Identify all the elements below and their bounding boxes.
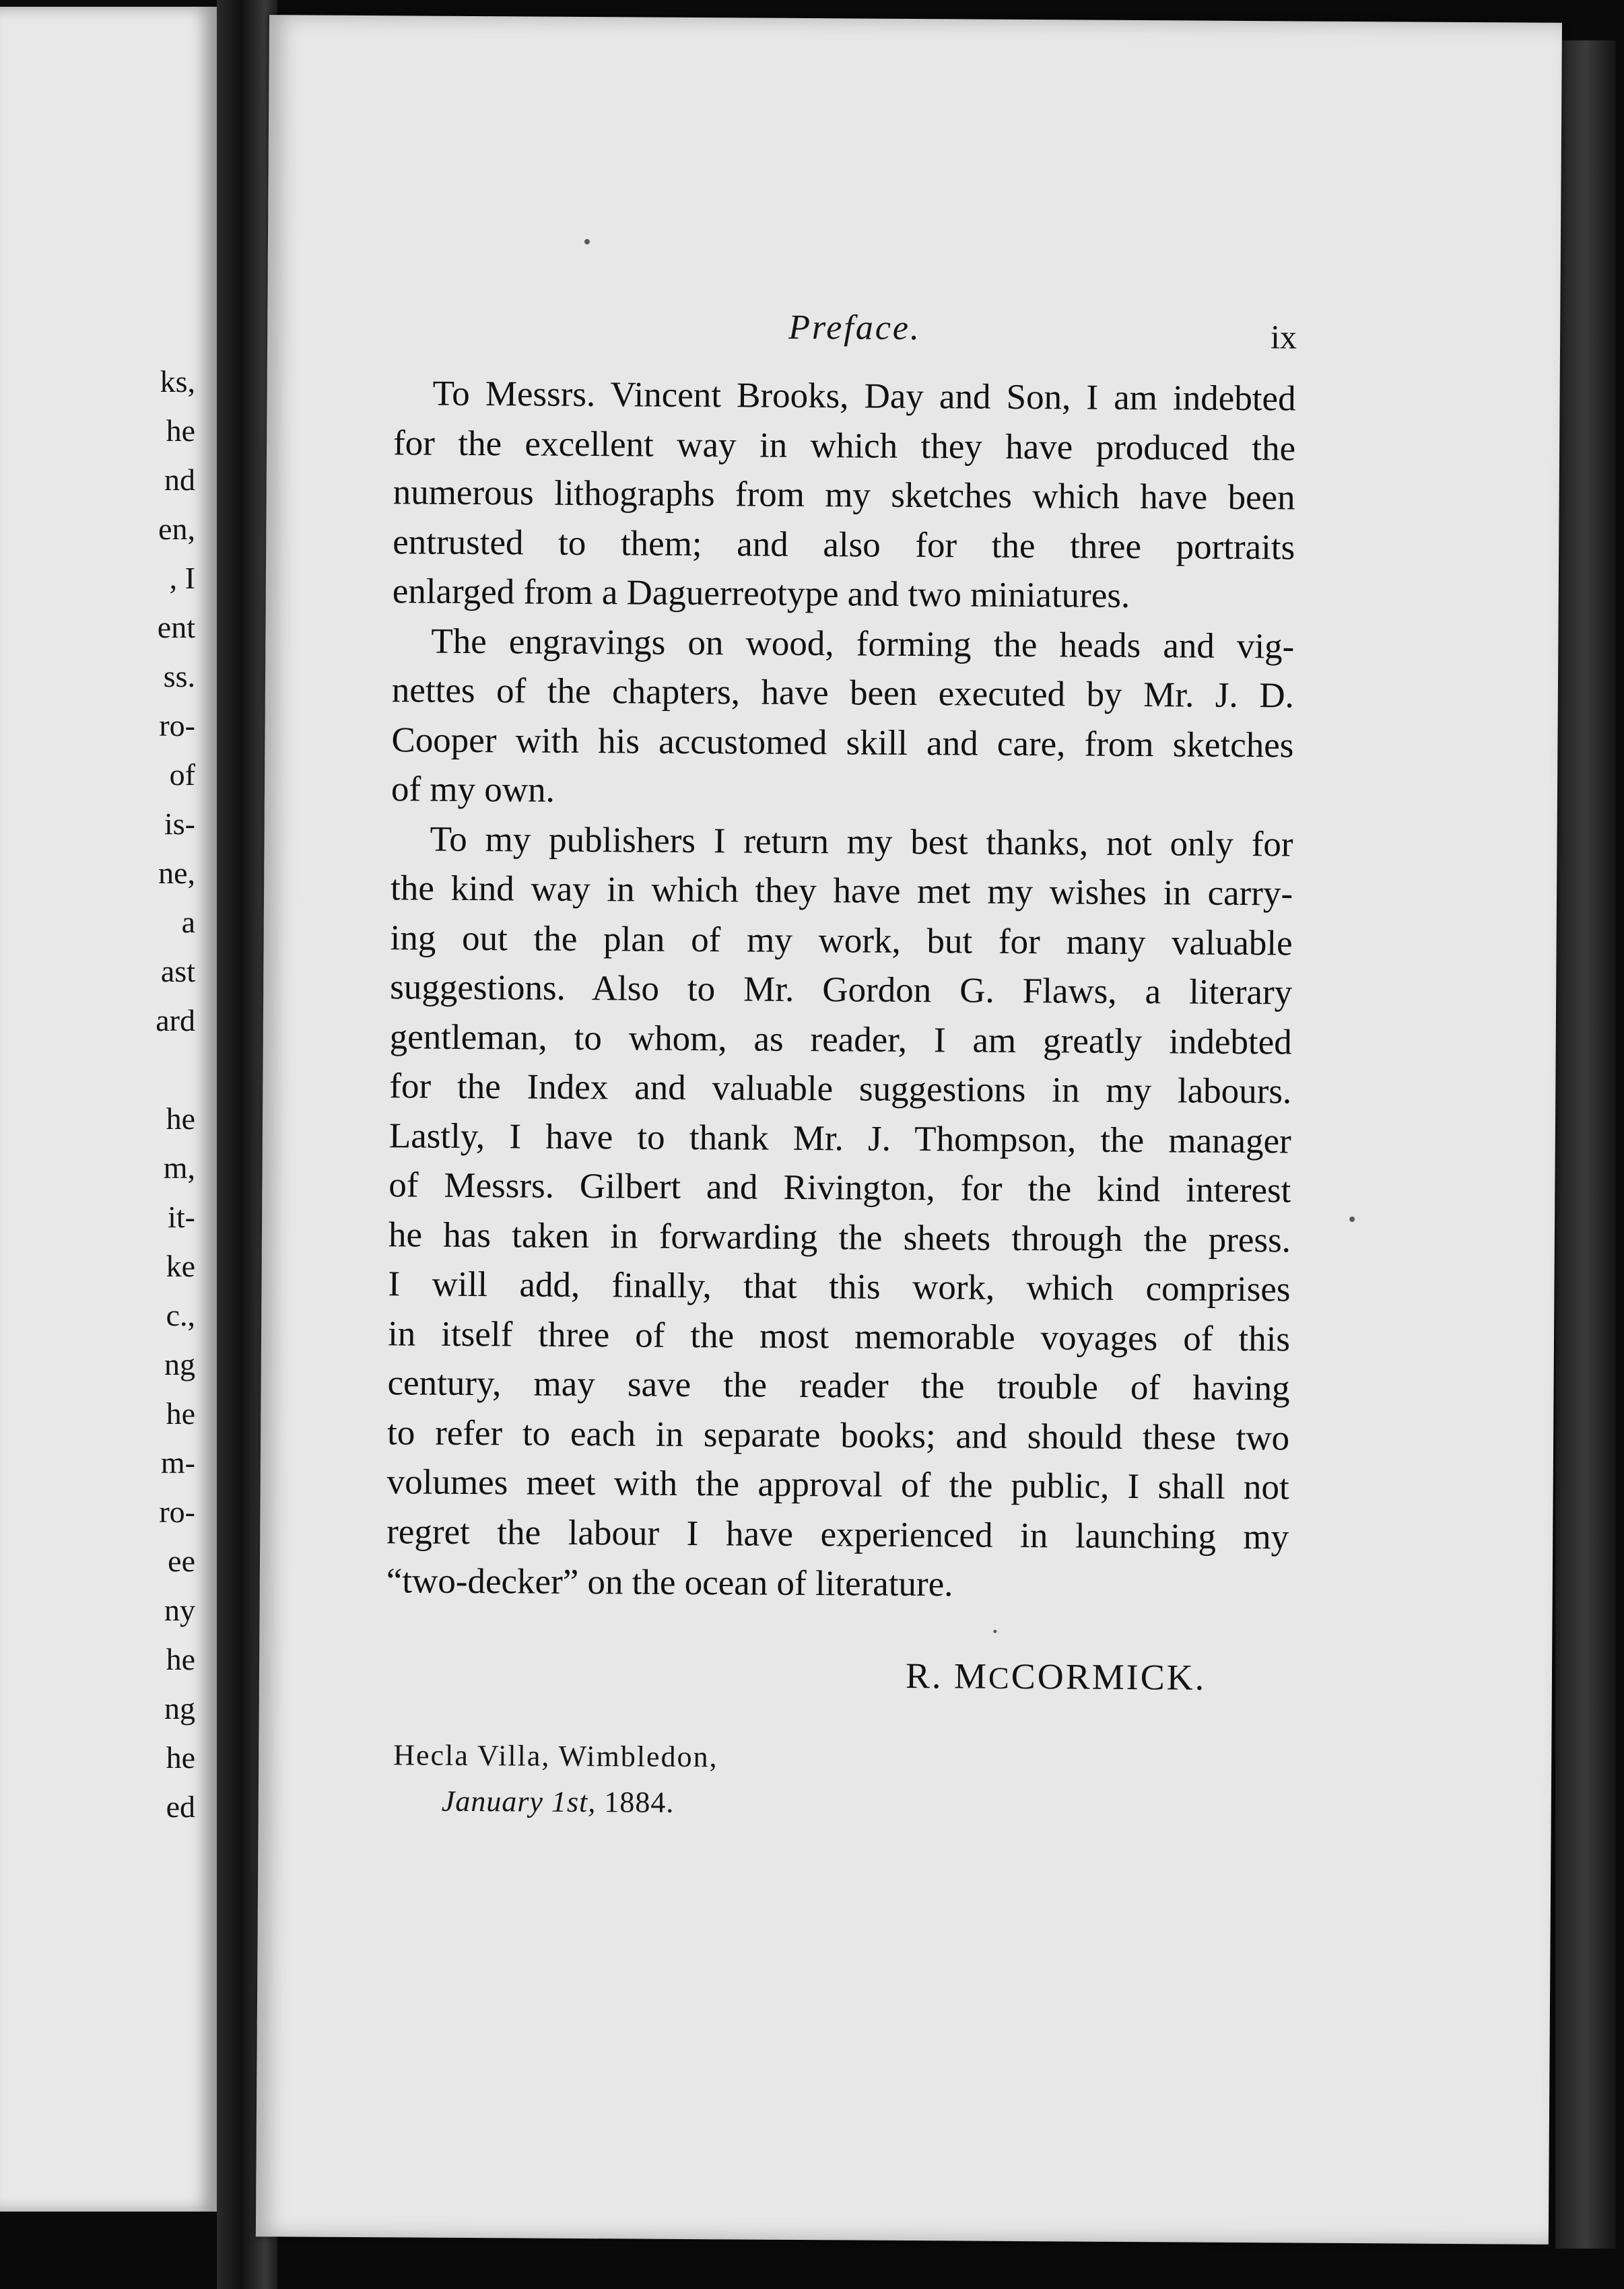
text-line: Cooper with his accustomed skill and care, from sketches [391, 720, 1294, 765]
text-line: volumes meet with the approval of the public, I shall not [386, 1462, 1289, 1507]
previous-page-fragment: ee [168, 1544, 195, 1578]
previous-page-fragment: he [166, 1642, 195, 1676]
previous-page-fragment: ro- [159, 1495, 195, 1529]
text-line: To Messrs. Vincent Brooks, Day and Son, I am indebted [432, 374, 1296, 419]
text-line: “two-decker” on the ocean of literature. [386, 1561, 953, 1604]
text-line: I will add, finally, that this work, which comprises [388, 1264, 1291, 1309]
paragraph [391, 617, 1295, 820]
address-line: Hecla Villa, Wimbledon, [393, 1738, 718, 1774]
text-line: ing out the plan of my work, but for many valuable [390, 918, 1293, 963]
previous-page-fragment: m- [160, 1445, 195, 1480]
previous-page-fragment [156, 1045, 195, 1094]
previous-page-fragment: ard [156, 1003, 195, 1037]
paragraph [393, 369, 1296, 622]
running-head: Preface. [788, 308, 922, 348]
text-line: The engravings on wood, forming the heads and vig- [431, 621, 1295, 666]
book-page [256, 15, 1562, 2245]
text-line: he has taken in forwarding the sheets through the press. [388, 1215, 1291, 1260]
text-line: nettes of the chapters, have been executed by Mr. J. D. [391, 671, 1295, 716]
signature-surname: CORMICK. [1011, 1655, 1207, 1698]
text-line: To my publishers I return my best thanks, not only for [430, 819, 1293, 864]
date-year: 1884. [604, 1785, 675, 1819]
previous-page-fragment: c., [166, 1298, 195, 1332]
text-line: Lastly, I have to thank Mr. J. Thompson, the manager [388, 1116, 1292, 1161]
previous-page-fragment: ke [166, 1249, 195, 1283]
previous-page-fragment: ast [160, 954, 195, 988]
previous-page-fragment: a [181, 905, 195, 939]
page-edge-shadow [1555, 40, 1616, 2249]
author-signature [906, 1655, 1207, 1699]
previous-page-fragment: is- [164, 807, 195, 841]
paper-speck [1349, 1217, 1355, 1222]
previous-page-fragment: of [169, 757, 195, 792]
preface-body [386, 369, 1296, 1612]
previous-page-fragment: ed [166, 1789, 195, 1824]
date-line [442, 1784, 675, 1820]
previous-page-line-ends [156, 357, 195, 1831]
text-line: the kind way in which they have met my wishes in carry- [390, 868, 1293, 914]
previous-page-fragment: , I [169, 561, 195, 595]
page-number: ix [1270, 318, 1297, 356]
text-line: enlarged from a Daguerreotype and two miniatures. [392, 572, 1130, 615]
previous-page-fragment: he [166, 413, 195, 448]
signature-initial: R. M [905, 1655, 989, 1697]
previous-page-fragment: he [166, 1740, 195, 1775]
text-line: in itself three of the most memorable voyages of this [387, 1313, 1291, 1359]
text-line: numerous lithographs from my sketches which have been [393, 473, 1295, 518]
text-line: suggestions. Also to Mr. Gordon G. Flaws, a literary [390, 967, 1293, 1013]
previous-page-fragment: ny [164, 1593, 195, 1627]
previous-page [0, 7, 217, 2212]
previous-page-fragment: ss. [163, 659, 195, 693]
previous-page-fragment: nd [164, 463, 195, 497]
text-line: entrusted to them; and also for the three portraits [393, 522, 1295, 567]
previous-page-fragment: he [166, 1396, 195, 1431]
previous-page-fragment: m, [163, 1151, 195, 1185]
paper-speck [993, 1630, 996, 1633]
text-line: regret the labour I have experienced in launching my [386, 1511, 1289, 1557]
previous-page-fragment: ro- [159, 708, 195, 743]
previous-page-fragment: ks, [160, 364, 195, 399]
previous-page-fragment: en, [158, 512, 195, 546]
paper-speck [584, 239, 590, 244]
text-line: gentleman, to whom, as reader, I am greatly indebted [389, 1017, 1292, 1062]
previous-page-fragment: he [166, 1101, 195, 1136]
previous-page-fragment: ne, [158, 856, 195, 890]
previous-page-fragment: ng [164, 1691, 195, 1726]
date-italic: January 1st, [441, 1784, 597, 1819]
text-line: for the excellent way in which they have produced the [393, 423, 1296, 468]
text-line: for the Index and valuable suggestions in my labours. [389, 1066, 1292, 1112]
previous-page-fragment: it- [168, 1200, 195, 1234]
previous-page-fragment: ng [164, 1347, 195, 1381]
text-line: of Messrs. Gilbert and Rivington, for the kind interest [388, 1165, 1291, 1210]
text-line: century, may save the reader the trouble of having [387, 1363, 1290, 1408]
previous-page-fragment: ent [157, 610, 195, 644]
text-line: to refer to each in separate books; and should these two [386, 1412, 1290, 1458]
paragraph [386, 815, 1293, 1612]
signature-small-cap: C [988, 1660, 1011, 1695]
text-line: of my own. [391, 770, 555, 810]
